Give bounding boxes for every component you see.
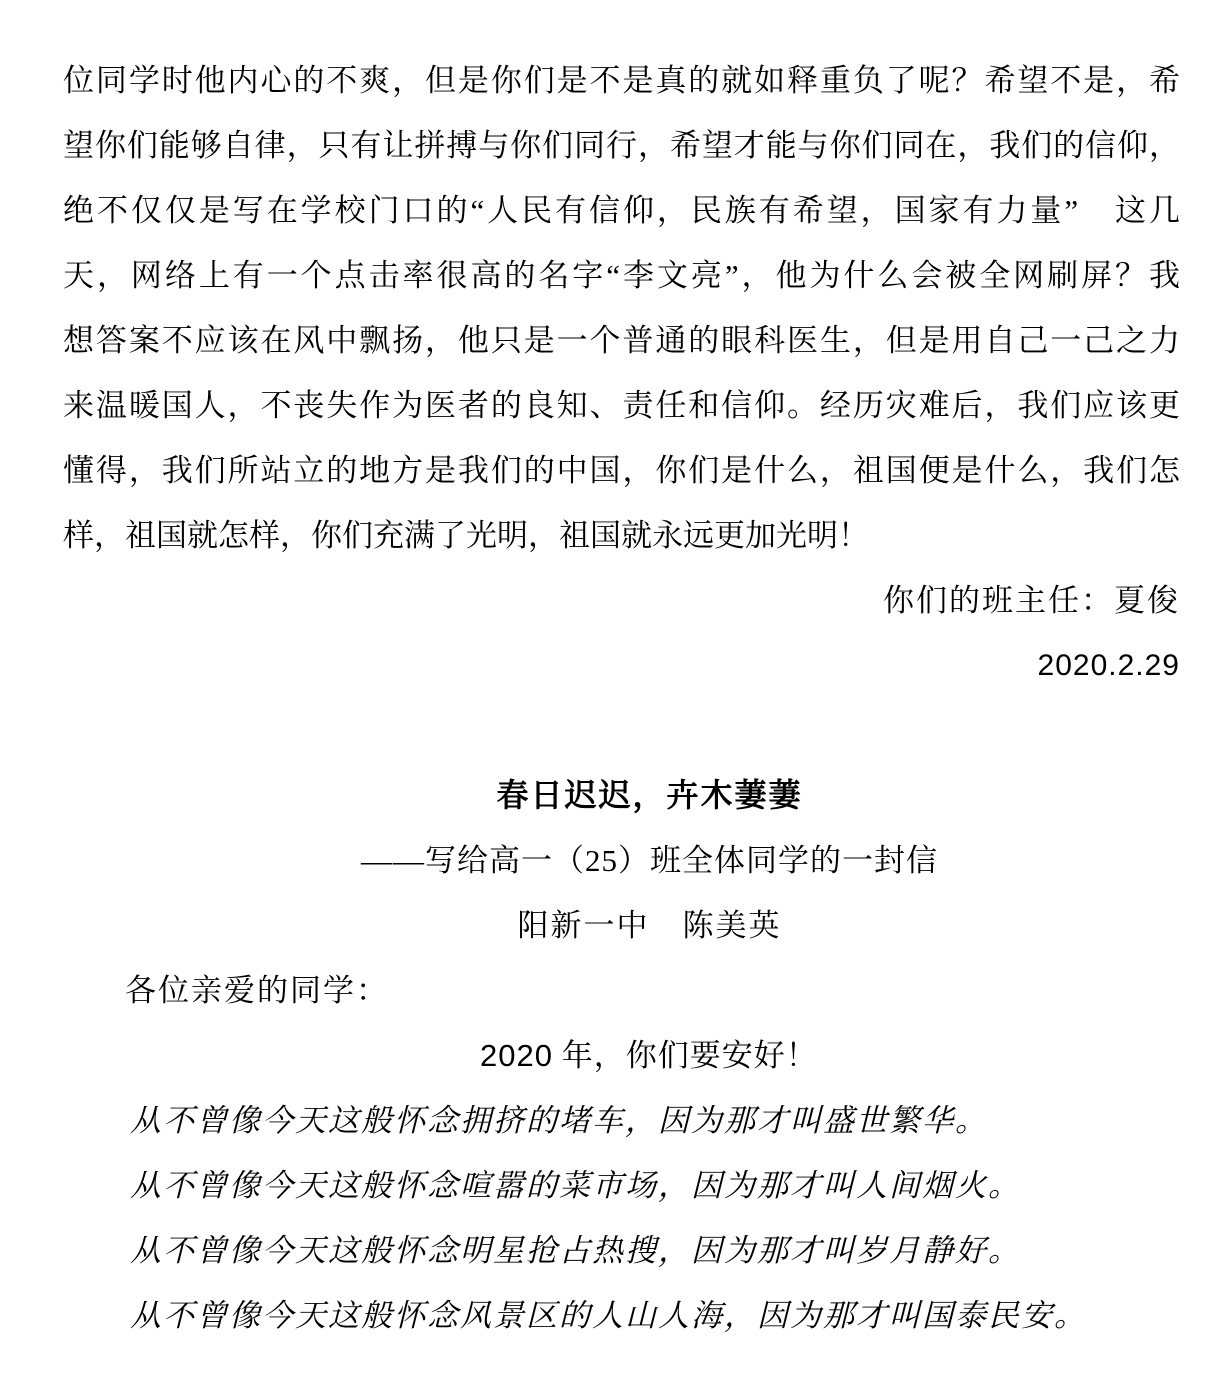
wish-year: 2020 <box>480 1038 553 1073</box>
paragraph-line: 天，网络上有一个点击率很高的名字“李文亮”，他为什么会被全网刷屏？我 <box>63 258 1180 293</box>
letter2-author: 阳新一中 陈美英 <box>517 908 782 943</box>
paragraph-line: 位同学时他内心的不爽，但是你们是不是真的就如释重负了呢？希望不是，希 <box>63 63 1180 98</box>
letter2-subtitle: ——写给高一（25）班全体同学的一封信 <box>361 843 938 878</box>
memory-line: 从不曾像今天这般怀念明星抢占热搜，因为那才叫岁月静好。 <box>130 1233 1021 1268</box>
paragraph-line: 想答案不应该在风中飘扬，他只是一个普通的眼科医生，但是用自己一己之力 <box>63 323 1180 358</box>
paragraph-line: 绝不仅仅是写在学校门口的“人民有信仰，民族有希望，国家有力量” 这几 <box>63 193 1180 228</box>
paragraph-line: 样，祖国就怎样，你们充满了光明，祖国就永远更加光明！ <box>63 518 869 553</box>
letter2-greeting: 各位亲爱的同学： <box>125 973 389 1008</box>
letter2-title: 春日迟迟，卉木萋萋 <box>496 777 803 813</box>
letter1-body <box>63 48 1180 568</box>
memory-line: 从不曾像今天这般怀念拥挤的堵车，因为那才叫盛世繁华。 <box>130 1103 988 1138</box>
blank-spacer <box>63 698 1180 763</box>
letter2-wish-line <box>63 1023 1180 1088</box>
wish-text: 年，你们要安好！ <box>552 1038 818 1073</box>
paragraph-line: 望你们能够自律，只有让拼搏与你们同行，希望才能与你们同在，我们的信仰， <box>63 128 1180 163</box>
letter1-signature: 你们的班主任：夏俊 <box>883 583 1180 618</box>
memory-line: 从不曾像今天这般怀念风景区的人山人海，因为那才叫国泰民安。 <box>130 1298 1087 1333</box>
paragraph-line: 懂得，我们所站立的地方是我们的中国，你们是什么，祖国便是什么，我们怎 <box>63 453 1180 488</box>
paragraph-line: 来温暖国人，不丧失作为医者的良知、责任和信仰。经历灾难后，我们应该更 <box>63 388 1180 423</box>
letter1-date: 2020.2.29 <box>1037 649 1180 682</box>
memory-line: 从不曾像今天这般怀念喧嚣的菜市场，因为那才叫人间烟火。 <box>130 1168 1021 1203</box>
